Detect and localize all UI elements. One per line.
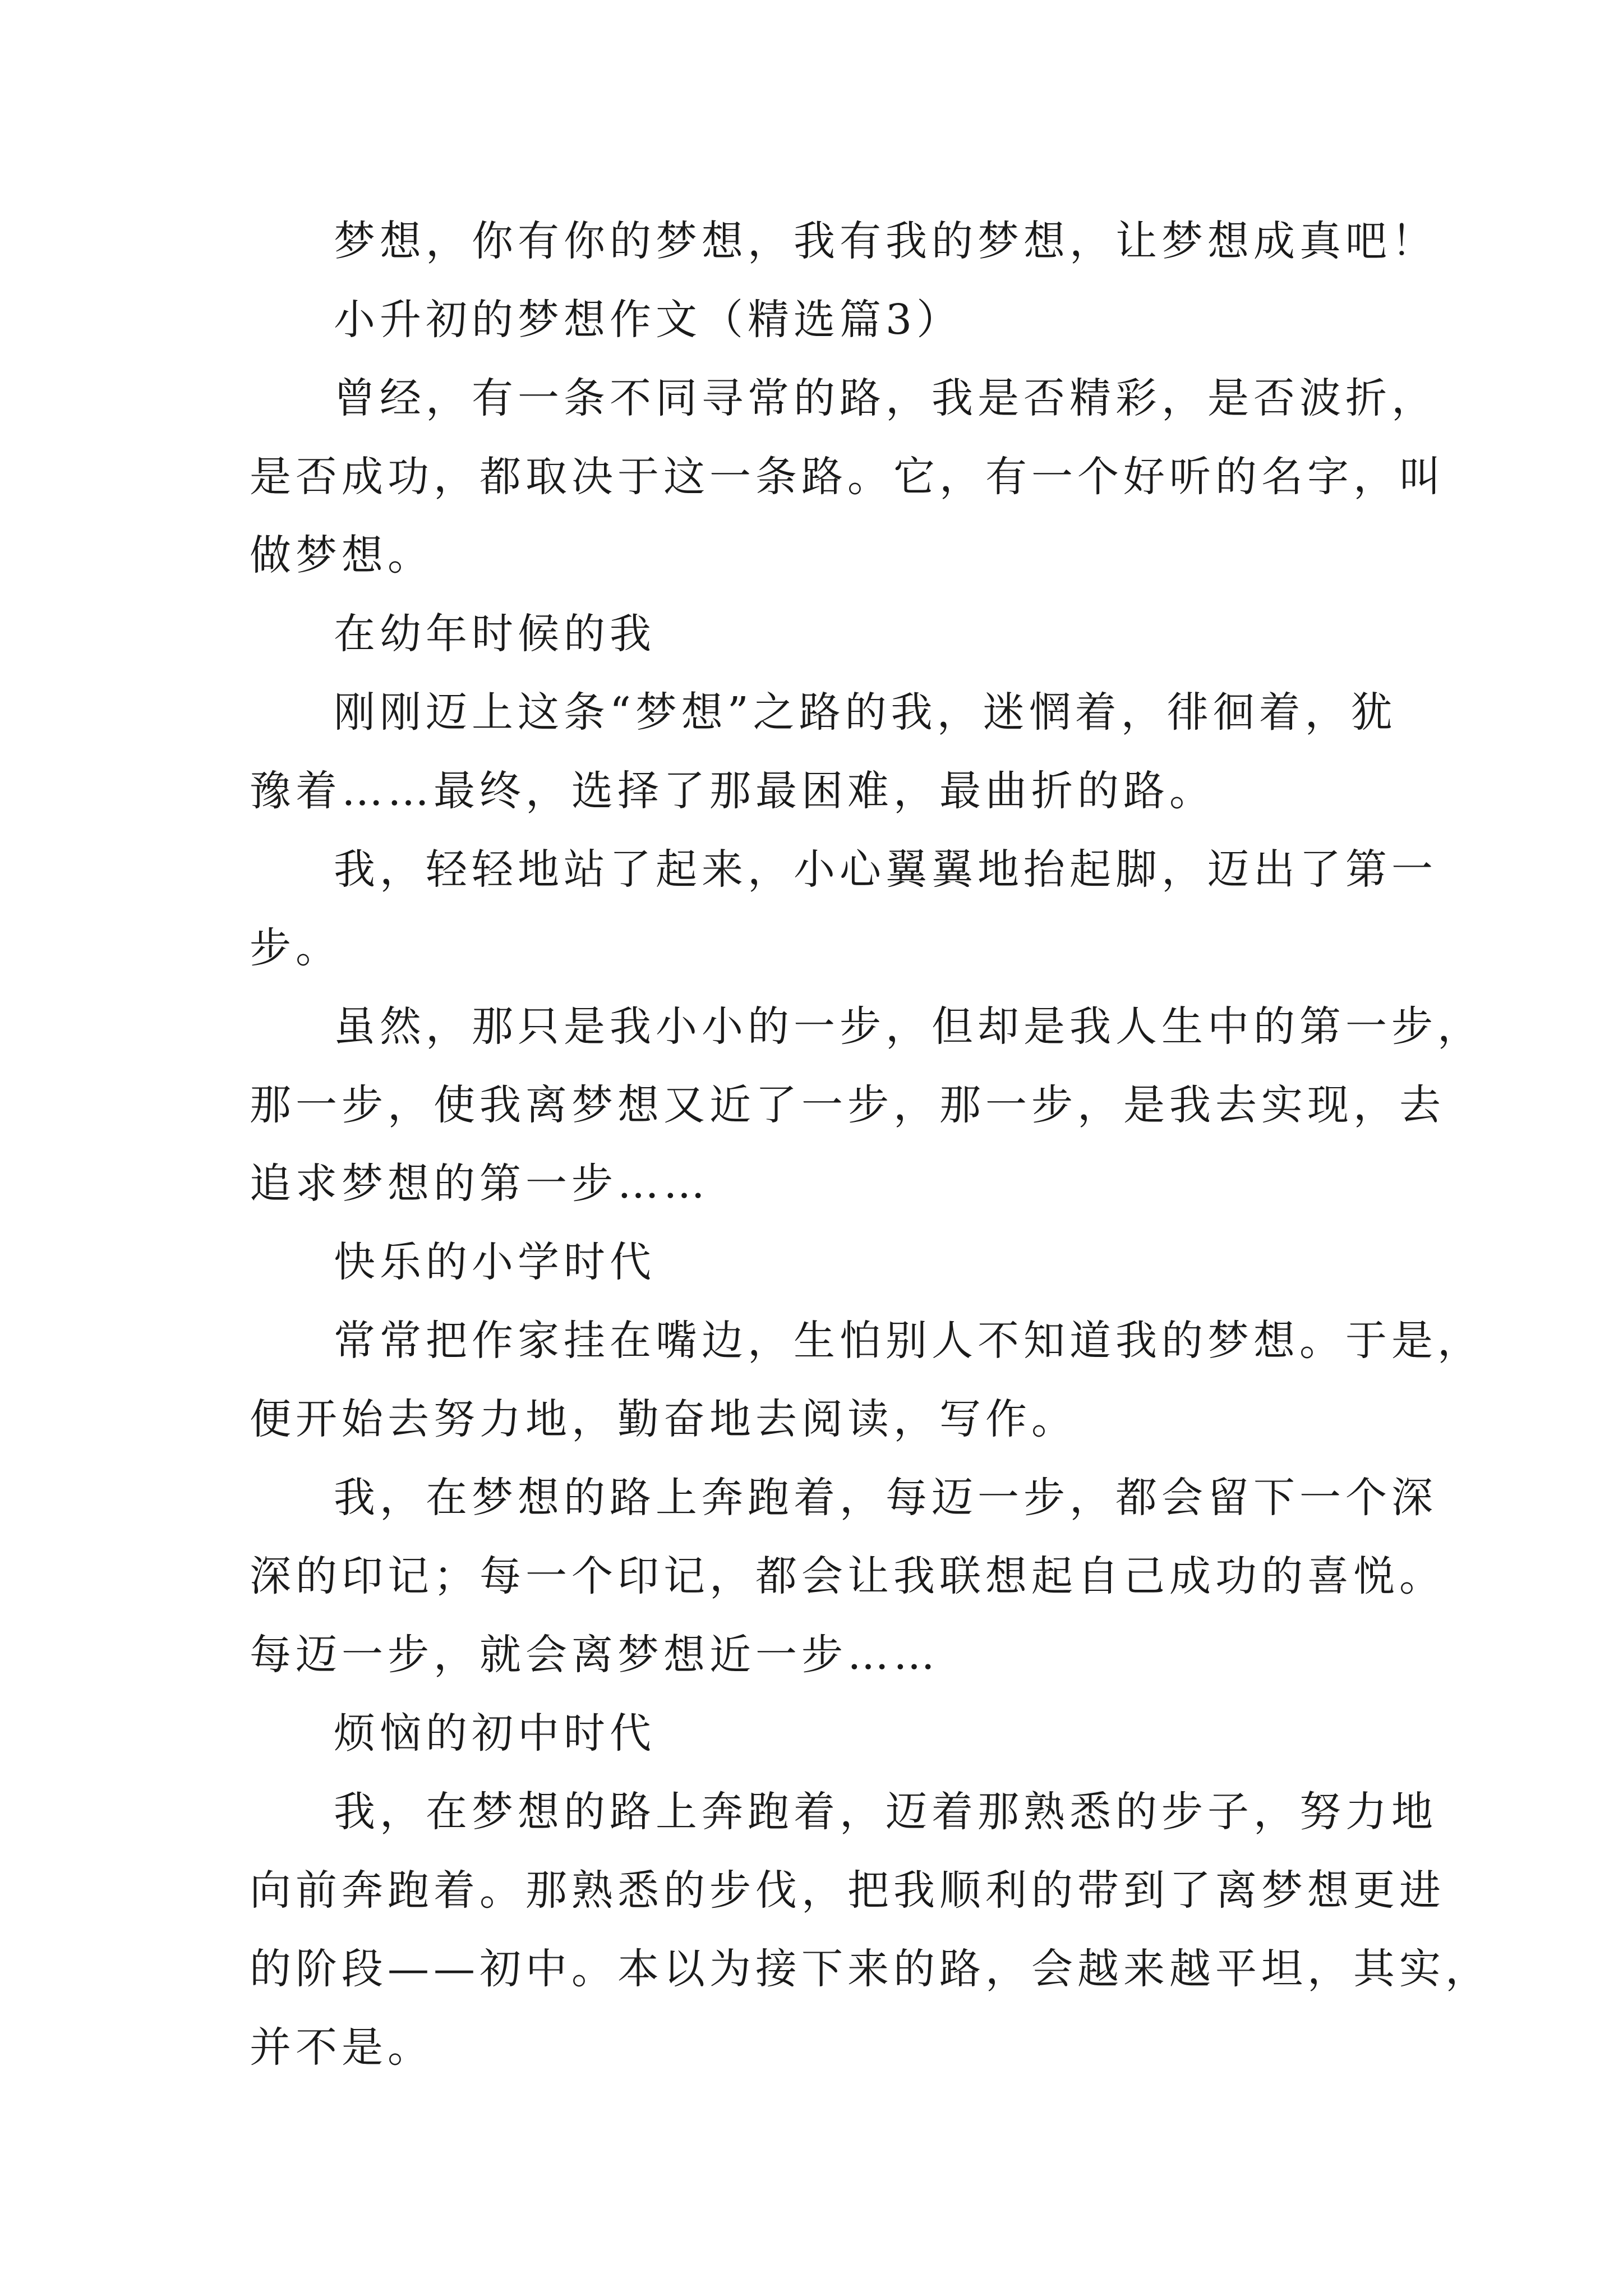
paragraph-line: 梦想，你有你的梦想，我有我的梦想，让梦想成真吧！ [334, 217, 1437, 265]
paragraph-line: 步。 [250, 924, 342, 972]
paragraph-line: 我，在梦想的路上奔跑着，每迈一步，都会留下一个深 [334, 1474, 1437, 1522]
paragraph-line: 常常把作家挂在嘴边，生怕别人不知道我的梦想。于是， [334, 1317, 1483, 1365]
paragraph-line: 向前奔跑着。那熟悉的步伐，把我顺利的带到了离梦想更进 [250, 1866, 1445, 1915]
subheading: 烦恼的初中时代 [334, 1709, 656, 1757]
subheading: 在幼年时候的我 [334, 610, 656, 658]
paragraph-line: 并不是。 [250, 2023, 434, 2072]
paragraph-line: 深的印记；每一个印记，都会让我联想起自己成功的喜悦。 [250, 1552, 1445, 1600]
paragraph-line: 追求梦想的第一步…… [250, 1159, 709, 1208]
paragraph-line: 虽然，那只是我小小的一步，但却是我人生中的第一步， [334, 1002, 1483, 1051]
paragraph-line: 我，在梦想的路上奔跑着，迈着那熟悉的步子，努力地 [334, 1788, 1437, 1836]
paragraph-line: 每迈一步，就会离梦想近一步…… [250, 1631, 939, 1679]
paragraph-line: 曾经，有一条不同寻常的路，我是否精彩，是否波折， [334, 374, 1437, 422]
paragraph-line: 便开始去努力地，勤奋地去阅读，写作。 [250, 1395, 1077, 1443]
paragraph-line: 是否成功，都取决于这一条路。它，有一个好听的名字，叫 [250, 453, 1445, 501]
section-title: 小升初的梦想作文（精选篇3） [334, 296, 963, 344]
paragraph-line: 我，轻轻地站了起来，小心翼翼地抬起脚，迈出了第一 [334, 845, 1437, 894]
paragraph-line: 做梦想。 [250, 531, 434, 579]
paragraph-line: 那一步，使我离梦想又近了一步，那一步，是我去实现，去 [250, 1081, 1445, 1129]
paragraph-line: 豫着……最终，选择了那最困难，最曲折的路。 [250, 767, 1215, 815]
subheading: 快乐的小学时代 [334, 1238, 656, 1286]
paragraph-line: 刚刚迈上这条“梦想”之路的我，迷惘着，徘徊着，犹 [334, 688, 1397, 737]
paragraph-line: 的阶段——初中。本以为接下来的路，会越来越平坦，其实， [250, 1945, 1491, 1993]
